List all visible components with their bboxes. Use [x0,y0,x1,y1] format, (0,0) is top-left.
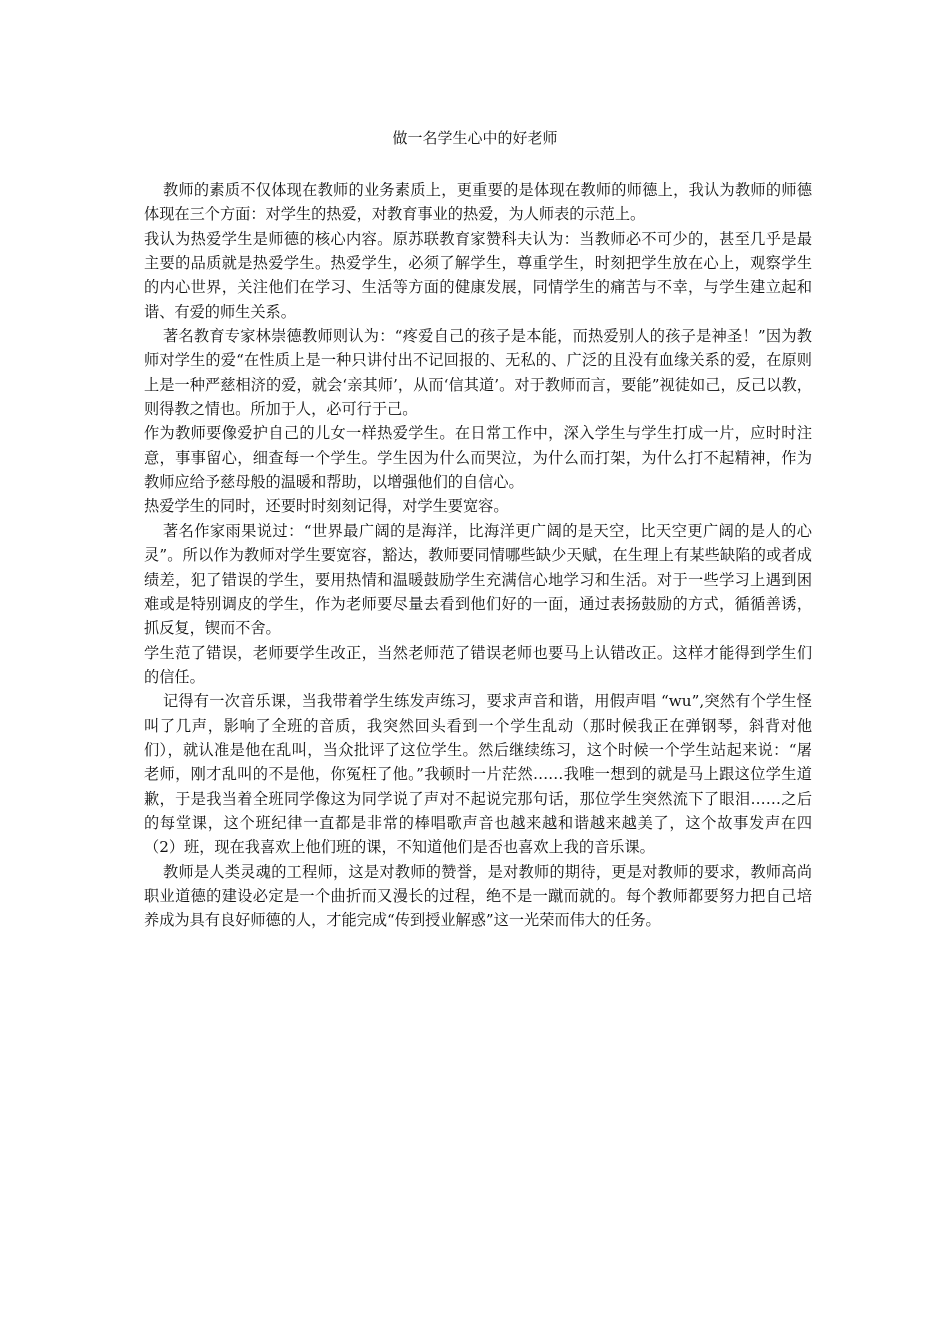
paragraph-1: 教师的素质不仅体现在教师的业务素质上，更重要的是体现在教师的师德上，我认为教师的师德体现在三个方面：对学生的热爱，对教育事业的热爱，为人师表的示范上。 [144,181,812,224]
paragraph-2: 我认为热爱学生是师德的核心内容。原苏联教育家赞科夫认为：当教师必不可少的，甚至几乎是最主要的品质就是热爱学生。热爱学生，必须了解学生，尊重学生，时刻把学生放在心上，观察学生的内心世界，关注他们在学习、生活等方面的健康发展，同情学生的痛苦与不幸，与学生建立起和谐、有爱的师生关系。 [144,229,812,321]
paragraph-6: 著名作家雨果说过：“世界最广阔的是海洋，比海洋更广阔的是天空，比天空更广阔的是人的心灵”。所以作为教师对学生要宽容，豁达，教师要同情哪些缺少天赋，在生理上有某些缺陷的或者成绩差，犯了错误的学生，要用热情和温暖鼓励学生充满信心地学习和生活。对于一些学习上遇到困难或是特别调皮的学生，作为老师要尽量去看到他们好的一面，通过表扬鼓励的方式，循循善诱，抓反复，锲而不舍。 [144,521,812,638]
paragraph-4: 作为教师要像爱护自己的儿女一样热爱学生。在日常工作中，深入学生与学生打成一片，应时时注意，事事留心，细查每一个学生。学生因为什么而哭泣，为什么而打架，为什么打不起精神，作为教师应给予慈母般的温暖和帮助，以增强他们的自信心。 [144,424,812,492]
paragraph-9: 教师是人类灵魂的工程师，这是对教师的赞誉，是对教师的期待，更是对教师的要求，教师高尚职业道德的建设必定是一个曲折而又漫长的过程，绝不是一蹴而就的。每个教师都要努力把自己培养成为具有良好师德的人，才能完成“传到授业解惑”这一光荣而伟大的任务。 [144,862,812,930]
paragraph-3: 著名教育专家林崇德教师则认为：“疼爱自己的孩子是本能，而热爱别人的孩子是神圣！”因为教师对学生的爱“在性质上是一种只讲付出不记回报的、无私的、广泛的且没有血缘关系的爱，在原则上是一种严慈相济的爱，就会‘亲其师’，从而‘信其道’。对于教师而言，要能”视徒如己，反己以教，则得教之情也。所加于人，必可行于己。 [144,327,812,419]
document-body [144,178,812,933]
paragraph-8: 记得有一次音乐课，当我带着学生练发声练习，要求声音和谐，用假声唱 “wu”,突然有个学生怪叫了几声，影响了全班的音质，我突然回头看到一个学生乱动（那时候我正在弹钢琴，斜背对他们），就认准是他在乱叫，当众批评了这位学生。然后继续练习，这个时候一个学生站起来说：“屠老师，刚才乱叫的不是他，你冤枉了他。”我顿时一片茫然……我唯一想到的就是马上跟这位学生道歉，于是我当着全班同学像这为同学说了声对不起说完那句话，那位学生突然流下了眼泪……之后的每堂课，这个班纪律一直都是非常的棒唱歌声音也越来越和谐越来越美了，这个故事发声在四（2）班，现在我喜欢上他们班的课，不知道他们是否也喜欢上我的音乐课。 [144,692,812,857]
document-title: 做一名学生心中的好老师 [392,129,558,147]
paragraph-5: 热爱学生的同时，还要时时刻刻记得，对学生要宽容。 [144,497,509,516]
paragraph-7: 学生范了错误，老师要学生改正，当然老师范了错误老师也要马上认错改正。这样才能得到学生们的信任。 [144,643,812,686]
